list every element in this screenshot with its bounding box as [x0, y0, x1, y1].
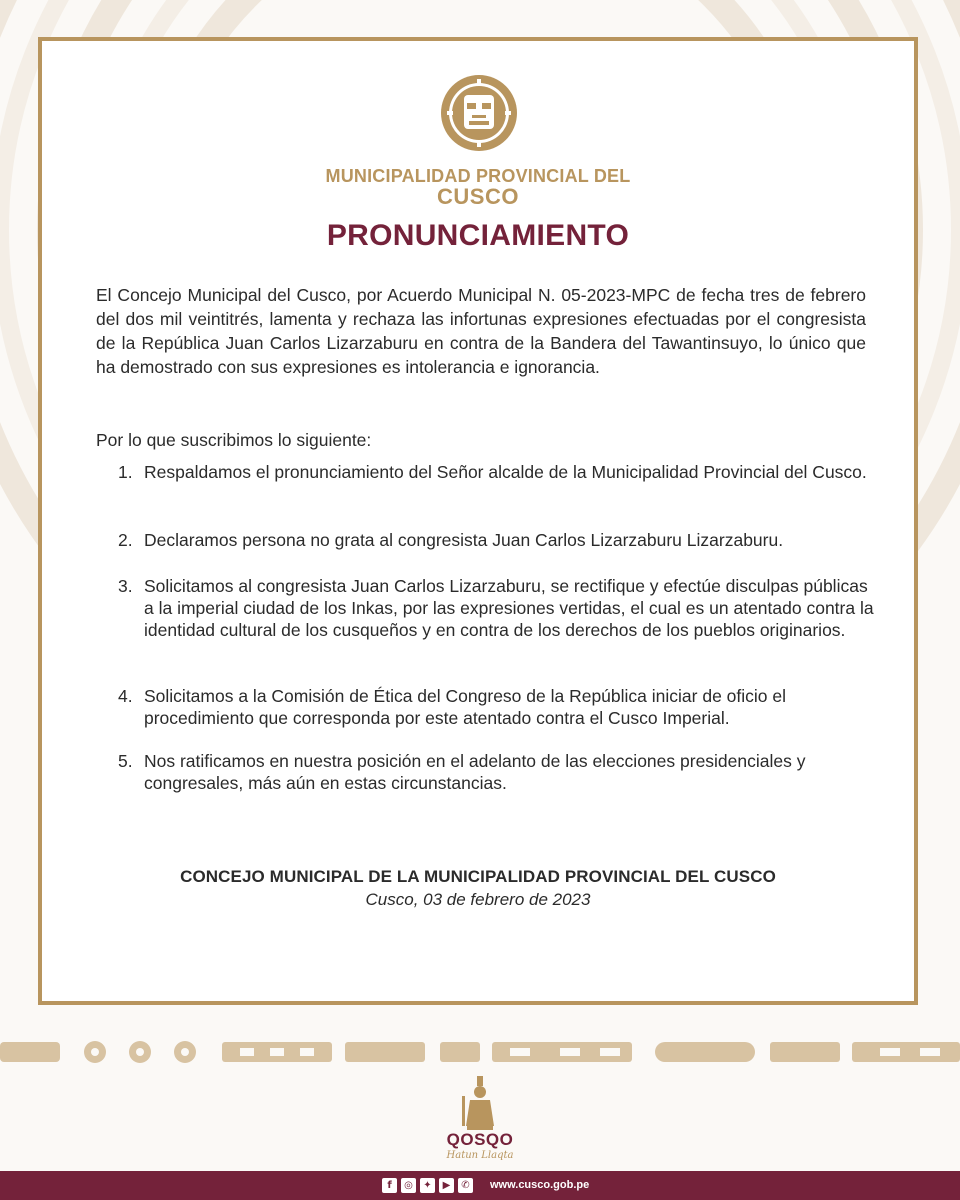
list-item-text: Solicitamos a la Comisión de Ética del Congreso de la República iniciar de oficio el procedimiento que corresponda por este atentado contra el Cusco Imperial. — [144, 686, 786, 728]
whatsapp-icon[interactable]: ✆ — [458, 1178, 473, 1193]
inca-pattern-band — [0, 1036, 960, 1068]
list-item — [114, 685, 880, 729]
list-item — [114, 461, 880, 483]
youtube-icon[interactable]: ▶ — [439, 1178, 454, 1193]
website-link[interactable]: www.cusco.gob.pe — [490, 1179, 590, 1191]
document-title: PRONUNCIAMIENTO — [326, 219, 630, 252]
instagram-icon[interactable]: ◎ — [401, 1178, 416, 1193]
list-item — [114, 750, 880, 794]
document-frame — [38, 37, 918, 1005]
social-icons — [382, 1178, 473, 1193]
qosqo-brand: QOSQO — [446, 1130, 514, 1149]
facebook-icon[interactable]: f — [382, 1178, 397, 1193]
intro-paragraph: El Concejo Municipal del Cusco, por Acuerdo Municipal N. 05-2023-MPC de fecha tres de febrero del dos mil veintitrés, lamenta y rechaza las infortunas expresiones efectuadas por el congresista de la República Juan Carlos Lizarzaburu en contra de la Bandera del Tawantinsuyo, lo único que ha demostrado con sus expresiones es intolerancia e ignorancia. — [96, 285, 866, 377]
signature-date: Cusco, 03 de febrero de 2023 — [365, 890, 591, 909]
organization-name-line1: MUNICIPALIDAD PROVINCIAL DEL — [325, 166, 631, 186]
list-item — [114, 529, 880, 551]
twitter-icon[interactable]: ✦ — [420, 1178, 435, 1193]
list-item — [114, 575, 880, 641]
qosqo-brand-subtitle: Hatun Llaqta — [446, 1150, 514, 1161]
list-item-number: 2. — [118, 530, 133, 550]
organization-name-line2: CUSCO — [437, 184, 519, 209]
list-item-number: 3. — [118, 576, 133, 596]
list-item-number: 5. — [118, 751, 133, 771]
list-item-number: 1. — [118, 462, 133, 482]
lead-sentence: Por lo que suscribimos lo siguiente: — [96, 430, 372, 450]
organization-name — [42, 167, 914, 208]
footer-bar — [0, 1171, 960, 1200]
list-item-text: Respaldamos el pronunciamiento del Señor alcalde de la Municipalidad Provincial del Cusco. — [144, 462, 867, 482]
list-item-text: Declaramos persona no grata al congresista Juan Carlos Lizarzaburu Lizarzaburu. — [144, 530, 784, 550]
inca-sun-logo — [439, 73, 519, 161]
list-item-number: 4. — [118, 686, 133, 706]
list-item-text: Solicitamos al congresista Juan Carlos Lizarzaburu, se rectifique y efectúe disculpas públicas a la imperial ciudad de los Inkas, por las expresiones vertidas, el cual es un atentado contra la identidad cultural de los cusqueños y en contra de los derechos de los pueblos originarios. — [144, 576, 874, 640]
signature-organization: CONCEJO MUNICIPAL DE LA MUNICIPALIDAD PROVINCIAL DEL CUSCO — [180, 867, 776, 886]
list-item-text: Nos ratificamos en nuestra posición en el adelanto de las elecciones presidenciales y congresales, más aún en estas circunstancias. — [144, 751, 806, 793]
